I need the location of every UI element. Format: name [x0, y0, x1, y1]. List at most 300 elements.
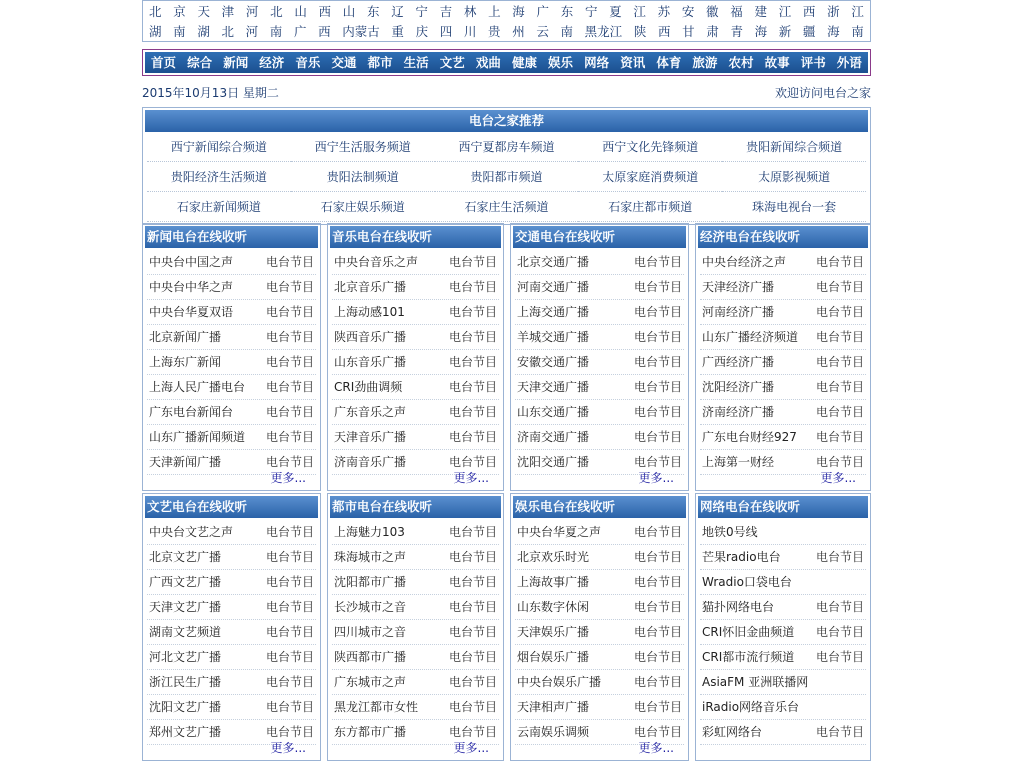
station-name[interactable]: 上海人民广播电台 — [149, 380, 246, 394]
station-item — [700, 350, 866, 375]
region-link[interactable]: 辽 — [391, 4, 404, 19]
region-link[interactable]: 上 — [488, 4, 501, 19]
station-name[interactable]: 郑州文艺广播 — [149, 725, 222, 739]
recommend-item[interactable]: 石家庄都市频道 — [578, 192, 722, 222]
station-name[interactable]: 上海交通广播 — [517, 305, 590, 319]
station-item — [515, 425, 684, 450]
station-name[interactable]: 上海第一财经 — [702, 455, 775, 469]
region-link[interactable]: 江 — [633, 4, 646, 19]
station-boxes-row-1 — [142, 223, 871, 491]
recommend-item[interactable]: 西宁夏都房车频道 — [435, 132, 579, 162]
schedule-link[interactable]: 电台节目 — [633, 355, 682, 369]
nav-link[interactable]: 首页 — [151, 55, 177, 70]
station-name[interactable]: 中央台中国之声 — [149, 255, 234, 269]
station-name[interactable]: 陕西都市广播 — [334, 650, 407, 664]
schedule-link[interactable]: 电台节目 — [265, 700, 314, 714]
station-item — [515, 520, 684, 545]
region-link[interactable]: 海 — [512, 4, 525, 19]
schedule-link[interactable]: 电台节目 — [265, 625, 314, 639]
station-name[interactable]: 天津娱乐广播 — [517, 625, 590, 639]
region-link[interactable]: 内蒙古 — [342, 24, 380, 39]
station-item — [700, 545, 866, 570]
region-row-2 — [143, 22, 870, 42]
station-name[interactable]: 广东电台新闻台 — [149, 405, 234, 419]
region-link[interactable]: 河 — [245, 4, 259, 19]
station-box — [327, 493, 504, 761]
nav-link[interactable]: 新闻 — [223, 55, 249, 70]
schedule-link[interactable]: 电台节目 — [448, 405, 497, 419]
region-link[interactable]: 疆 — [802, 24, 816, 39]
station-item — [515, 620, 684, 645]
nav-link[interactable]: 健康 — [511, 55, 537, 70]
station-name[interactable]: 湖南文艺频道 — [149, 625, 222, 639]
station-list — [511, 250, 688, 475]
station-item — [147, 670, 316, 695]
station-name[interactable]: 天津新闻广播 — [149, 455, 222, 469]
recommend-item[interactable]: 太原影视频道 — [722, 162, 866, 192]
station-item — [700, 275, 866, 300]
station-name[interactable]: 山东数字休闲 — [517, 600, 590, 614]
recommend-item[interactable]: 西宁文化先锋频道 — [578, 132, 722, 162]
recommend-item[interactable]: 石家庄生活频道 — [435, 192, 579, 222]
schedule-link[interactable]: 电台节目 — [815, 725, 864, 739]
station-item — [332, 325, 499, 350]
station-name[interactable]: 广西经济广播 — [702, 355, 775, 369]
region-link[interactable]: 西 — [802, 4, 816, 19]
station-item — [147, 250, 316, 275]
station-name[interactable]: 羊城交通广播 — [517, 330, 590, 344]
station-name[interactable]: 中央台音乐之声 — [334, 255, 419, 269]
schedule-link[interactable]: 电台节目 — [633, 725, 682, 739]
region-link[interactable]: 徽 — [706, 4, 719, 19]
station-list — [696, 520, 870, 745]
station-name[interactable]: 北京音乐广播 — [334, 280, 407, 294]
station-name[interactable]: 济南经济广播 — [702, 405, 775, 419]
schedule-link[interactable]: 电台节目 — [633, 650, 682, 664]
station-name[interactable]: 长沙城市之音 — [334, 600, 407, 614]
schedule-link[interactable]: 电台节目 — [448, 355, 497, 369]
station-name[interactable]: 济南交通广播 — [517, 430, 590, 444]
schedule-link[interactable]: 电台节目 — [448, 525, 497, 539]
region-link[interactable]: 东 — [366, 4, 380, 19]
station-name[interactable]: 河北文艺广播 — [149, 650, 222, 664]
station-name[interactable]: 天津文艺广播 — [149, 600, 222, 614]
schedule-link[interactable]: 电台节目 — [633, 380, 682, 394]
station-name[interactable]: CRI怀旧金曲频道 — [702, 625, 795, 639]
station-name[interactable]: 北京文艺广播 — [149, 550, 222, 564]
station-item — [147, 545, 316, 570]
schedule-link[interactable]: 电台节目 — [633, 550, 682, 564]
station-name[interactable]: Wradio口袋电台 — [702, 575, 792, 589]
schedule-link[interactable]: 电台节目 — [448, 255, 497, 269]
region-link[interactable]: 广 — [536, 4, 550, 19]
more-link[interactable]: 更多... — [638, 471, 674, 485]
station-name[interactable]: 天津相声广播 — [517, 700, 590, 714]
station-name[interactable]: 广西文艺广播 — [149, 575, 222, 589]
recommend-item[interactable]: 贵阳新闻综合频道 — [722, 132, 866, 162]
schedule-link[interactable]: 电台节目 — [265, 305, 314, 319]
schedule-link[interactable]: 电台节目 — [815, 330, 864, 344]
station-item — [147, 325, 316, 350]
region-link[interactable]: 建 — [754, 4, 767, 19]
station-name[interactable]: 陕西音乐广播 — [334, 330, 407, 344]
station-item — [332, 275, 499, 300]
station-name[interactable]: 彩虹网络台 — [702, 725, 763, 739]
region-list — [142, 0, 871, 42]
region-link[interactable]: 四 — [439, 24, 453, 39]
region-link[interactable]: 南 — [851, 24, 864, 39]
station-name[interactable]: 上海动感101 — [334, 305, 405, 319]
schedule-link[interactable]: 电台节目 — [448, 725, 497, 739]
station-name[interactable]: CRI劲曲调频 — [334, 380, 403, 394]
nav-link[interactable]: 经济 — [259, 55, 285, 70]
region-link[interactable]: 海 — [754, 24, 768, 39]
station-item — [515, 670, 684, 695]
station-item — [515, 300, 684, 325]
station-name[interactable]: 天津音乐广播 — [334, 430, 407, 444]
schedule-link[interactable]: 电台节目 — [265, 405, 314, 419]
station-name[interactable]: 山东广播新闻频道 — [149, 430, 246, 444]
schedule-link[interactable]: 电台节目 — [633, 625, 682, 639]
station-name[interactable]: 北京交通广播 — [517, 255, 590, 269]
station-name[interactable]: CRI都市流行频道 — [702, 650, 795, 664]
region-link[interactable]: 福 — [730, 4, 743, 19]
nav-link[interactable]: 外语 — [836, 55, 862, 70]
schedule-link[interactable]: 电台节目 — [448, 625, 497, 639]
recommend-item[interactable]: 石家庄娱乐频道 — [291, 192, 435, 222]
schedule-link[interactable]: 电台节目 — [815, 550, 864, 564]
more-link[interactable]: 更多... — [270, 471, 306, 485]
schedule-link[interactable]: 电台节目 — [815, 280, 864, 294]
region-link[interactable]: 新 — [778, 24, 792, 39]
station-name[interactable]: 中央台文艺之声 — [149, 525, 234, 539]
schedule-link[interactable]: 电台节目 — [448, 650, 497, 664]
page-wrapper — [142, 0, 871, 225]
schedule-link[interactable]: 电台节目 — [448, 305, 497, 319]
station-box-title: 音乐电台在线收听 — [330, 226, 501, 248]
nav-link[interactable]: 生活 — [403, 55, 429, 70]
schedule-link[interactable]: 电台节目 — [265, 675, 314, 689]
region-link[interactable]: 林 — [463, 4, 477, 19]
nav-link[interactable]: 交通 — [331, 55, 357, 70]
station-item — [332, 520, 499, 545]
station-item — [515, 375, 684, 400]
station-item — [332, 670, 499, 695]
schedule-link[interactable]: 电台节目 — [265, 380, 314, 394]
region-link[interactable]: 江 — [851, 4, 864, 19]
recommend-item[interactable]: 珠海电视台一套 — [722, 192, 866, 222]
region-link[interactable]: 西 — [318, 24, 331, 39]
station-name[interactable]: 河南经济广播 — [702, 305, 775, 319]
schedule-link[interactable]: 电台节目 — [633, 255, 682, 269]
schedule-link[interactable]: 电台节目 — [265, 280, 314, 294]
station-name[interactable]: 中央台华夏双语 — [149, 305, 234, 319]
station-item — [332, 300, 499, 325]
region-link[interactable]: 重 — [391, 24, 404, 39]
schedule-link[interactable]: 电台节目 — [815, 355, 864, 369]
station-name[interactable]: 天津交通广播 — [517, 380, 590, 394]
station-box-title: 网络电台在线收听 — [698, 496, 868, 518]
nav-link[interactable]: 都市 — [367, 55, 393, 70]
nav-link[interactable]: 评书 — [800, 55, 826, 70]
region-link[interactable]: 州 — [512, 24, 525, 39]
schedule-link[interactable]: 电台节目 — [265, 255, 314, 269]
station-item — [332, 350, 499, 375]
schedule-link[interactable]: 电台节目 — [815, 255, 864, 269]
region-link[interactable]: 北 — [149, 4, 162, 19]
schedule-link[interactable]: 电台节目 — [265, 725, 314, 739]
station-item — [147, 570, 316, 595]
station-item — [332, 375, 499, 400]
station-item — [147, 520, 316, 545]
nav-link[interactable]: 文艺 — [439, 55, 465, 70]
region-link[interactable]: 青 — [730, 24, 743, 39]
region-link[interactable]: 海 — [827, 24, 840, 39]
schedule-link[interactable]: 电台节目 — [448, 550, 497, 564]
station-item — [700, 695, 866, 720]
schedule-link[interactable]: 电台节目 — [633, 280, 682, 294]
schedule-link[interactable]: 电台节目 — [815, 380, 864, 394]
region-link[interactable]: 南 — [269, 24, 283, 39]
schedule-link[interactable]: 电台节目 — [815, 405, 864, 419]
schedule-link[interactable]: 电台节目 — [815, 625, 864, 639]
nav-link[interactable]: 农村 — [728, 55, 754, 70]
schedule-link[interactable]: 电台节目 — [448, 575, 497, 589]
station-name[interactable]: 上海东广新闻 — [149, 355, 222, 369]
schedule-link[interactable]: 电台节目 — [265, 525, 314, 539]
station-name[interactable]: 黑龙江都市女性 — [334, 700, 419, 714]
station-item — [515, 595, 684, 620]
region-link[interactable]: 河 — [245, 24, 259, 39]
region-link[interactable]: 山 — [294, 4, 307, 19]
recommend-title: 电台之家推荐 — [145, 110, 868, 132]
nav-link[interactable]: 资讯 — [620, 55, 646, 70]
schedule-link[interactable]: 电台节目 — [815, 650, 864, 664]
schedule-link[interactable]: 电台节目 — [633, 575, 682, 589]
station-item — [700, 250, 866, 275]
station-item — [700, 645, 866, 670]
nav-link[interactable]: 网络 — [584, 55, 610, 70]
recommend-item[interactable]: 太原家庭消费频道 — [578, 162, 722, 192]
nav-link[interactable]: 故事 — [764, 55, 790, 70]
station-name[interactable]: 上海故事广播 — [517, 575, 590, 589]
schedule-link[interactable]: 电台节目 — [815, 600, 864, 614]
schedule-link[interactable]: 电台节目 — [265, 455, 314, 469]
station-name[interactable]: 云南娱乐调频 — [517, 725, 590, 739]
station-name[interactable]: 猫扑网络电台 — [702, 600, 775, 614]
station-list — [696, 250, 870, 475]
region-link[interactable]: 庆 — [415, 24, 429, 39]
station-name[interactable]: AsiaFM 亚洲联播网 — [702, 675, 809, 689]
schedule-link[interactable]: 电台节目 — [633, 330, 682, 344]
region-link[interactable]: 江 — [778, 4, 792, 19]
station-item — [147, 620, 316, 645]
station-item — [700, 570, 866, 595]
station-item — [147, 350, 316, 375]
station-name[interactable]: 中央台娱乐广播 — [517, 675, 602, 689]
schedule-link[interactable]: 电台节目 — [265, 600, 314, 614]
station-name[interactable]: 沈阳都市广播 — [334, 575, 407, 589]
region-link[interactable]: 南 — [173, 24, 186, 39]
station-name[interactable]: 沈阳交通广播 — [517, 455, 590, 469]
schedule-link[interactable]: 电台节目 — [448, 600, 497, 614]
recommend-item[interactable]: 西宁新闻综合频道 — [147, 132, 291, 162]
recommend-item[interactable]: 西宁生活服务频道 — [291, 132, 435, 162]
station-name[interactable]: 珠海城市之声 — [334, 550, 407, 564]
recommend-item[interactable]: 贵阳经济生活频道 — [147, 162, 291, 192]
station-item — [332, 595, 499, 620]
station-item — [515, 645, 684, 670]
station-list — [143, 250, 320, 475]
schedule-link[interactable]: 电台节目 — [265, 575, 314, 589]
station-name[interactable]: 北京欢乐时光 — [517, 550, 590, 564]
station-item — [700, 425, 866, 450]
nav-link[interactable]: 综合 — [187, 55, 213, 70]
station-name[interactable]: 芒果radio电台 — [702, 550, 781, 564]
schedule-link[interactable]: 电台节目 — [633, 675, 682, 689]
station-name[interactable]: 山东音乐广播 — [334, 355, 407, 369]
station-name[interactable]: 四川城市之音 — [334, 625, 407, 639]
nav-link[interactable]: 旅游 — [692, 55, 718, 70]
more-link[interactable]: 更多... — [453, 471, 489, 485]
recommend-item[interactable]: 石家庄新闻频道 — [147, 192, 291, 222]
region-link[interactable]: 西 — [657, 24, 671, 39]
region-link[interactable]: 北 — [221, 24, 234, 39]
station-list — [511, 520, 688, 745]
schedule-link[interactable]: 电台节目 — [815, 430, 864, 444]
schedule-link[interactable]: 电台节目 — [448, 380, 497, 394]
station-item — [147, 400, 316, 425]
schedule-link[interactable]: 电台节目 — [265, 550, 314, 564]
more-link[interactable]: 更多... — [820, 471, 856, 485]
recommend-grid — [147, 132, 866, 222]
schedule-link[interactable]: 电台节目 — [448, 455, 497, 469]
region-link[interactable]: 北 — [270, 4, 283, 19]
station-name[interactable]: 烟台娱乐广播 — [517, 650, 590, 664]
region-link[interactable]: 东 — [560, 4, 574, 19]
station-name[interactable]: 河南交通广播 — [517, 280, 590, 294]
nav-link[interactable]: 体育 — [656, 55, 682, 70]
schedule-link[interactable]: 电台节目 — [448, 330, 497, 344]
schedule-link[interactable]: 电台节目 — [633, 525, 682, 539]
station-item — [147, 275, 316, 300]
station-name[interactable]: 中央台中华之声 — [149, 280, 234, 294]
region-link[interactable]: 贵 — [488, 24, 501, 39]
station-item — [700, 300, 866, 325]
region-link[interactable]: 吉 — [439, 4, 453, 19]
schedule-link[interactable]: 电台节目 — [633, 700, 682, 714]
station-name[interactable]: 沈阳经济广播 — [702, 380, 775, 394]
region-link[interactable]: 黑龙江 — [584, 24, 623, 39]
station-name[interactable]: 浙江民生广播 — [149, 675, 222, 689]
station-item — [700, 620, 866, 645]
region-link[interactable]: 京 — [173, 4, 186, 19]
region-link[interactable]: 夏 — [609, 4, 622, 19]
schedule-link[interactable]: 电台节目 — [633, 455, 682, 469]
schedule-link[interactable]: 电台节目 — [448, 700, 497, 714]
station-box-title: 交通电台在线收听 — [513, 226, 686, 248]
nav-link[interactable]: 音乐 — [295, 55, 321, 70]
schedule-link[interactable]: 电台节目 — [448, 675, 497, 689]
schedule-link[interactable]: 电台节目 — [448, 430, 497, 444]
recommend-item[interactable]: 贵阳法制频道 — [291, 162, 435, 192]
recommend-panel — [142, 107, 871, 225]
station-name[interactable]: 东方都市广播 — [334, 725, 407, 739]
region-link[interactable]: 津 — [221, 4, 235, 19]
region-link[interactable]: 苏 — [657, 4, 671, 19]
schedule-link[interactable]: 电台节目 — [448, 280, 497, 294]
region-link[interactable]: 广 — [293, 24, 307, 39]
schedule-link[interactable]: 电台节目 — [265, 430, 314, 444]
station-name[interactable]: 沈阳文艺广播 — [149, 700, 222, 714]
station-item — [147, 595, 316, 620]
station-boxes-row-2 — [142, 493, 871, 761]
region-link[interactable]: 南 — [560, 24, 574, 39]
schedule-link[interactable]: 电台节目 — [815, 455, 864, 469]
schedule-link[interactable]: 电台节目 — [265, 355, 314, 369]
station-name[interactable]: 山东交通广播 — [517, 405, 590, 419]
schedule-link[interactable]: 电台节目 — [265, 650, 314, 664]
more-link[interactable]: 更多... — [270, 741, 306, 755]
nav-link[interactable]: 戏曲 — [475, 55, 501, 70]
station-name[interactable]: iRadio网络音乐台 — [702, 700, 800, 714]
schedule-link[interactable]: 电台节目 — [265, 330, 314, 344]
region-link[interactable]: 陕 — [633, 24, 647, 39]
region-link[interactable]: 山 — [342, 4, 356, 19]
region-link[interactable]: 天 — [197, 4, 210, 19]
region-link[interactable]: 湖 — [149, 24, 162, 39]
station-list — [328, 250, 503, 475]
station-name[interactable]: 中央台华夏之声 — [517, 525, 602, 539]
station-name[interactable]: 济南音乐广播 — [334, 455, 407, 469]
station-name[interactable]: 山东广播经济频道 — [702, 330, 799, 344]
region-link[interactable]: 宁 — [584, 4, 598, 19]
recommend-item[interactable]: 贵阳都市频道 — [435, 162, 579, 192]
schedule-link[interactable]: 电台节目 — [633, 600, 682, 614]
schedule-link[interactable]: 电台节目 — [633, 405, 682, 419]
station-item — [515, 350, 684, 375]
region-link[interactable]: 安 — [681, 4, 695, 19]
nav-link[interactable]: 娱乐 — [548, 55, 574, 70]
station-name[interactable]: 中央台经济之声 — [702, 255, 787, 269]
schedule-link[interactable]: 电台节目 — [633, 305, 682, 319]
schedule-link[interactable]: 电台节目 — [815, 305, 864, 319]
region-link[interactable]: 西 — [318, 4, 332, 19]
station-name[interactable]: 广东音乐之声 — [334, 405, 407, 419]
more-link[interactable]: 更多... — [453, 741, 489, 755]
region-link[interactable]: 肃 — [706, 24, 719, 39]
region-row-1 — [143, 2, 870, 22]
station-name[interactable]: 上海魅力103 — [334, 525, 405, 539]
region-link[interactable]: 湖 — [197, 24, 210, 39]
station-name[interactable]: 安徽交通广播 — [517, 355, 590, 369]
station-item — [515, 400, 684, 425]
region-link[interactable]: 宁 — [415, 4, 428, 19]
station-name[interactable]: 北京新闻广播 — [149, 330, 222, 344]
station-name[interactable]: 天津经济广播 — [702, 280, 775, 294]
station-name[interactable]: 广东电台财经927 — [702, 430, 797, 444]
more-link[interactable]: 更多... — [638, 741, 674, 755]
station-name[interactable]: 地铁0号线 — [702, 525, 758, 539]
schedule-link[interactable]: 电台节目 — [633, 430, 682, 444]
region-link[interactable]: 云 — [536, 24, 549, 39]
region-link[interactable]: 甘 — [682, 24, 695, 39]
station-item — [332, 425, 499, 450]
station-name[interactable]: 广东城市之声 — [334, 675, 407, 689]
region-link[interactable]: 浙 — [827, 4, 840, 19]
region-link[interactable]: 川 — [463, 24, 477, 39]
station-box-title: 新闻电台在线收听 — [145, 226, 318, 248]
